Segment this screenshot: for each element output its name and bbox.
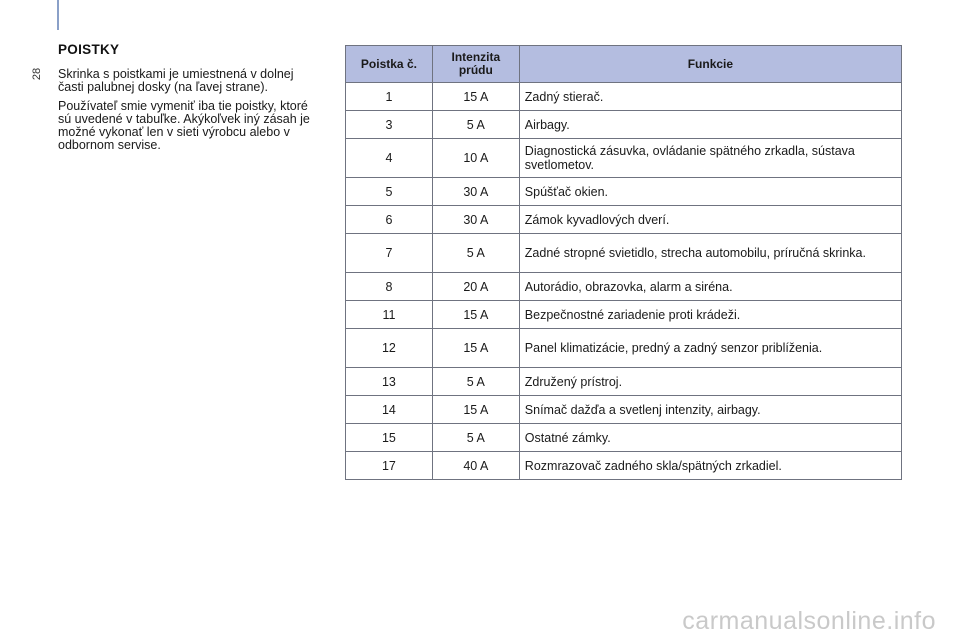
cell-function: Rozmrazovač zadného skla/spätných zrkadiel. — [519, 452, 901, 480]
cell-fuse-number: 17 — [346, 452, 433, 480]
table-row — [346, 368, 902, 396]
cell-current: 30 A — [432, 206, 519, 234]
intro-column — [58, 42, 320, 158]
cell-fuse-number: 3 — [346, 111, 433, 139]
cell-current: 20 A — [432, 273, 519, 301]
cell-function: Združený prístroj. — [519, 368, 901, 396]
cell-current: 5 A — [432, 424, 519, 452]
cell-fuse-number: 6 — [346, 206, 433, 234]
table-row — [346, 234, 902, 273]
cell-fuse-number: 7 — [346, 234, 433, 273]
header-fuse-number: Poistka č. — [346, 46, 433, 83]
page-number: 28 — [31, 67, 43, 81]
cell-current: 15 A — [432, 301, 519, 329]
table-row — [346, 329, 902, 368]
cell-function: Airbagy. — [519, 111, 901, 139]
cell-current: 5 A — [432, 111, 519, 139]
cell-function: Zámok kyvadlových dverí. — [519, 206, 901, 234]
table-row — [346, 424, 902, 452]
cell-fuse-number: 8 — [346, 273, 433, 301]
cell-current: 15 A — [432, 396, 519, 424]
cell-fuse-number: 13 — [346, 368, 433, 396]
cell-current: 15 A — [432, 83, 519, 111]
cell-fuse-number: 1 — [346, 83, 433, 111]
cell-function: Zadný stierač. — [519, 83, 901, 111]
header-current: Intenzita prúdu — [432, 46, 519, 83]
table-row — [346, 396, 902, 424]
cell-function: Spúšťač okien. — [519, 178, 901, 206]
cell-fuse-number: 12 — [346, 329, 433, 368]
table-row — [346, 452, 902, 480]
watermark: carmanualsonline.info — [682, 607, 936, 635]
cell-fuse-number: 14 — [346, 396, 433, 424]
cell-current: 30 A — [432, 178, 519, 206]
cell-function: Diagnostická zásuvka, ovládanie spätného zrkadla, sústava svetlometov. — [519, 139, 901, 178]
header-function: Funkcie — [519, 46, 901, 83]
table-row — [346, 139, 902, 178]
cell-fuse-number: 11 — [346, 301, 433, 329]
intro-paragraph-2: Používateľ smie vymeniť iba tie poistky, ktoré sú uvedené v tabuľke. Akýkoľvek iný zásah je možné vykonať len v sieti výrobcu alebo v odbornom servise. — [58, 99, 310, 152]
table-row — [346, 83, 902, 111]
cell-function: Autorádio, obrazovka, alarm a siréna. — [519, 273, 901, 301]
cell-function: Panel klimatizácie, predný a zadný senzor priblíženia. — [519, 329, 901, 368]
cell-fuse-number: 5 — [346, 178, 433, 206]
table-row — [346, 178, 902, 206]
cell-function: Bezpečnostné zariadenie proti krádeži. — [519, 301, 901, 329]
cell-function: Ostatné zámky. — [519, 424, 901, 452]
cell-fuse-number: 15 — [346, 424, 433, 452]
cell-fuse-number: 4 — [346, 139, 433, 178]
table-row — [346, 206, 902, 234]
intro-paragraph-1: Skrinka s poistkami je umiestnená v dolnej časti palubnej dosky (na ľavej strane). — [58, 67, 294, 94]
section-title: POISTKY — [58, 42, 120, 57]
page-side-bar — [57, 0, 59, 30]
table-row — [346, 301, 902, 329]
cell-function: Snímač dažďa a svetlenj intenzity, airbagy. — [519, 396, 901, 424]
cell-current: 40 A — [432, 452, 519, 480]
cell-current: 5 A — [432, 234, 519, 273]
table-header-row — [346, 46, 902, 83]
cell-current: 5 A — [432, 368, 519, 396]
table-row — [346, 111, 902, 139]
cell-current: 10 A — [432, 139, 519, 178]
cell-function: Zadné stropné svietidlo, strecha automobilu, príručná skrinka. — [519, 234, 901, 273]
table-row — [346, 273, 902, 301]
fuse-table — [345, 45, 902, 480]
cell-current: 15 A — [432, 329, 519, 368]
